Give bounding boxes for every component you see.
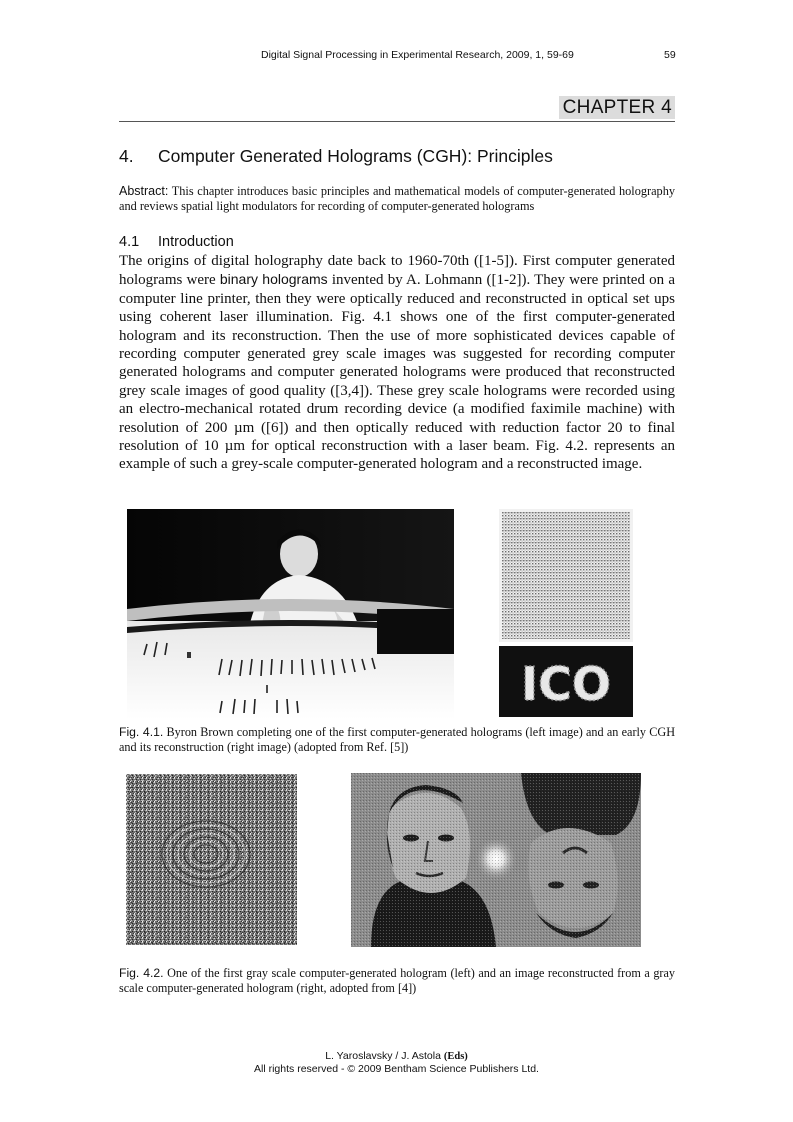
chapter-title-text: Computer Generated Holograms (CGH): Principles: [158, 146, 553, 166]
section-number: 4.1: [119, 234, 140, 250]
figure2-caption-label: Fig. 4.2.: [119, 966, 164, 980]
abstract: [119, 184, 675, 214]
chapter-rule: [119, 121, 675, 122]
section-heading: [119, 234, 234, 250]
page-footer: [0, 1050, 793, 1076]
footer-editors: L. Yaroslavsky / J. Astola: [325, 1050, 441, 1062]
fig1-photo-byron-brown: [127, 509, 454, 719]
journal-citation: Digital Signal Processing in Experimental Research, 2009, 1, 59-69: [261, 49, 574, 61]
fig1-reconstruction-ico: [499, 646, 633, 717]
chapter-label: CHAPTER 4: [559, 96, 675, 119]
chapter-title-number: 4.: [119, 146, 134, 166]
figure1-caption-text: Byron Brown completing one of the first computer-generated holograms (left image) and an early CGH and its reconstruction (right image) (adopted from Ref. [5]): [119, 725, 676, 755]
chapter-title: [119, 146, 553, 167]
figure1-caption: [119, 725, 675, 755]
abstract-label: Abstract:: [119, 184, 169, 198]
page-number: 59: [664, 49, 676, 61]
intro-text-1: The origins of digital holography date back to 1960-70th ([1-5]). First computer generated holograms were: [119, 253, 675, 289]
fig2-grayscale-hologram: [126, 774, 297, 945]
intro-highlight: binary holograms: [219, 271, 328, 288]
ico-reconstruction-text: ICO: [521, 657, 611, 711]
abstract-text: This chapter introduces basic principles and mathematical models of computer-generated holography and reviews spatial light modulators for recording of computer-generated holograms: [119, 184, 675, 213]
intro-paragraph: [119, 252, 675, 474]
figure2-caption: [119, 966, 675, 996]
intro-text-2: invented by A. Lohmann ([1-2]). They were printed on a computer line printer, then they were optically reduced and reconstructed in optical set ups using coherent laser illumination. Fig. 4.1 shows one of the first computer-generated hologram and its reconstruction. Then the use of more sophisticated devices capable of recording computer generated grey scale images was suggested for recording computer generated holograms and computer generated holograms were produced that reconstructed grey scale images of good quality ([3,4]). These grey scale holograms were recorded using an electro-mechanical rotated drum recording device (a modified faximile machine) with resolution of 200 µm ([6]) and then optically reduced with reduction factor 20 to final resolution of 10 µm for optical reconstruction with a laser beam. Fig. 4.2. represents an example of such a grey-scale computer-generated hologram and a reconstructed image.: [119, 272, 675, 473]
footer-rights: All rights reserved - © 2009 Bentham Science Publishers Ltd.: [254, 1063, 539, 1075]
footer-editors-line: [0, 1050, 793, 1063]
footer-eds: (Eds): [443, 1051, 468, 1062]
section-title: Introduction: [158, 234, 234, 250]
fig1-binary-hologram: [499, 509, 633, 642]
figure1-caption-label: Fig. 4.1.: [119, 725, 164, 739]
fig2-reconstructed-portrait: [351, 773, 641, 947]
figure2-caption-text: One of the first gray scale computer-generated hologram (left) and an image reconstructed from a gray scale computer-generated hologram (right, adopted from [4]): [119, 966, 675, 996]
